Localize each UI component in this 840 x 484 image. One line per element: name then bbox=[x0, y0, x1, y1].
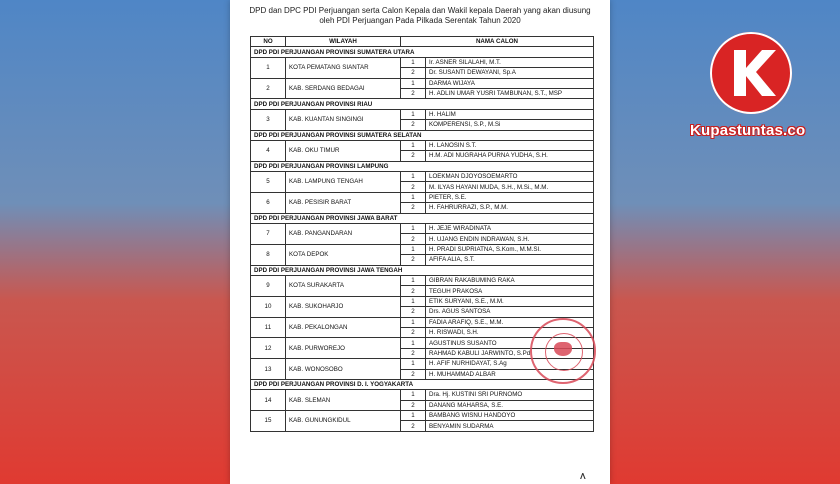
signature-mark: 𝚲 bbox=[580, 472, 586, 481]
candidate-name: LOEKMAN DJOYOSOEMARTO bbox=[426, 172, 594, 182]
candidate-index: 1 bbox=[401, 296, 426, 306]
row-number: 12 bbox=[251, 338, 286, 359]
candidate-index: 2 bbox=[401, 327, 426, 337]
table-row bbox=[251, 78, 594, 88]
province-title: DPD PDI PERJUANGAN PROVINSI JAWA BARAT bbox=[251, 213, 594, 223]
brand-name: Kupastuntas.co bbox=[690, 122, 806, 139]
candidate-index: 1 bbox=[401, 411, 426, 421]
table-row bbox=[251, 275, 594, 285]
row-number: 4 bbox=[251, 140, 286, 161]
table-row bbox=[251, 57, 594, 67]
province-row bbox=[251, 213, 594, 223]
candidate-index: 2 bbox=[401, 400, 426, 410]
row-number: 6 bbox=[251, 192, 286, 213]
row-number: 11 bbox=[251, 317, 286, 338]
candidate-index: 1 bbox=[401, 359, 426, 369]
bull-icon bbox=[554, 342, 572, 356]
row-number: 1 bbox=[251, 57, 286, 78]
candidate-name: H. FAHRURRAZI, S.P., M.M. bbox=[426, 203, 594, 213]
table-row bbox=[251, 296, 594, 306]
candidate-index: 2 bbox=[401, 255, 426, 265]
wilayah-cell: KAB. GUNUNGKIDUL bbox=[286, 411, 401, 432]
candidate-name: H. UJANG ENDIN INDRAWAN, S.H. bbox=[426, 234, 594, 244]
table-row bbox=[251, 140, 594, 150]
title-line-2: oleh PDI Perjuangan Pada Pilkada Serentak Tahun 2020 bbox=[319, 16, 521, 25]
candidate-name: AGUSTINUS SUSANTO bbox=[426, 338, 594, 348]
candidate-index: 2 bbox=[401, 234, 426, 244]
table-header-row bbox=[251, 37, 594, 47]
candidate-index: 1 bbox=[401, 244, 426, 254]
row-number: 10 bbox=[251, 296, 286, 317]
province-title: DPD PDI PERJUANGAN PROVINSI JAWA TENGAH bbox=[251, 265, 594, 275]
wilayah-cell: KAB. WONOSOBO bbox=[286, 359, 401, 380]
candidate-index: 2 bbox=[401, 120, 426, 130]
wilayah-cell: KAB. SERDANG BEDAGAI bbox=[286, 78, 401, 99]
candidate-name: H. MUHAMMAD ALBAR bbox=[426, 369, 594, 379]
candidate-name: PIETER, S.E. bbox=[426, 192, 594, 202]
candidate-name: FADIA ARAFIQ, S.E., M.M. bbox=[426, 317, 594, 327]
candidate-index: 1 bbox=[401, 140, 426, 150]
table-row bbox=[251, 109, 594, 119]
candidate-index: 1 bbox=[401, 224, 426, 234]
row-number: 3 bbox=[251, 109, 286, 130]
province-title: DPD PDI PERJUANGAN PROVINSI SUMATERA SELATAN bbox=[251, 130, 594, 140]
wilayah-cell: KOTA DEPOK bbox=[286, 244, 401, 265]
candidate-name: H. AFIF NURHIDAYAT, S.Ag bbox=[426, 359, 594, 369]
candidate-index: 2 bbox=[401, 203, 426, 213]
table-row bbox=[251, 390, 594, 400]
header-no: NO bbox=[251, 37, 286, 47]
row-number: 13 bbox=[251, 359, 286, 380]
candidate-name: KOMPERENSI, S.P., M.Si bbox=[426, 120, 594, 130]
candidate-index: 2 bbox=[401, 348, 426, 358]
wilayah-cell: KAB. SUKOHARJO bbox=[286, 296, 401, 317]
wilayah-cell: KAB. SLEMAN bbox=[286, 390, 401, 411]
candidate-index: 1 bbox=[401, 192, 426, 202]
table-row bbox=[251, 411, 594, 421]
candidate-name: RAHMAD KABULI JARWINTO, S.Pd bbox=[426, 348, 594, 358]
province-title: DPD PDI PERJUANGAN PROVINSI D. I. YOGYAKARTA bbox=[251, 379, 594, 389]
wilayah-cell: KOTA PEMATANG SIANTAR bbox=[286, 57, 401, 78]
candidate-name: BENYAMIN SUDARMA bbox=[426, 421, 594, 431]
candidate-name: H. JEJE WIRADINATA bbox=[426, 224, 594, 234]
kupastuntas-logo-icon bbox=[710, 32, 792, 114]
row-number: 7 bbox=[251, 224, 286, 245]
row-number: 2 bbox=[251, 78, 286, 99]
candidate-name: TEGUH PRAKOSA bbox=[426, 286, 594, 296]
candidate-name: Drs. AGUS SANTOSA bbox=[426, 307, 594, 317]
candidate-name: M. ILYAS HAYANI MUDA, S.H., M.Si., M.M. bbox=[426, 182, 594, 192]
candidate-name: H.M. ADI NUGRAHA PURNA YUDHA, S.H. bbox=[426, 151, 594, 161]
wilayah-cell: KAB. LAMPUNG TENGAH bbox=[286, 172, 401, 193]
wilayah-cell: KAB. KUANTAN SINGINGI bbox=[286, 109, 401, 130]
candidate-index: 2 bbox=[401, 421, 426, 431]
table-row bbox=[251, 172, 594, 182]
province-row bbox=[251, 99, 594, 109]
party-stamp bbox=[530, 318, 596, 384]
header-wilayah: WILAYAH bbox=[286, 37, 401, 47]
province-row bbox=[251, 47, 594, 57]
candidate-index: 1 bbox=[401, 78, 426, 88]
wilayah-cell: KAB. PANGANDARAN bbox=[286, 224, 401, 245]
candidate-index: 1 bbox=[401, 275, 426, 285]
province-title: DPD PDI PERJUANGAN PROVINSI RIAU bbox=[251, 99, 594, 109]
candidate-name: BAMBANG WISNU HANDOYO bbox=[426, 411, 594, 421]
candidate-index: 2 bbox=[401, 369, 426, 379]
wilayah-cell: KAB. OKU TIMUR bbox=[286, 140, 401, 161]
candidate-name: H. RISWADI, S.H. bbox=[426, 327, 594, 337]
candidate-name: Ir. ASNER SILALAHI, M.T. bbox=[426, 57, 594, 67]
candidate-name: AFIFA ALIA, S.T. bbox=[426, 255, 594, 265]
document-title bbox=[230, 6, 610, 26]
candidate-index: 1 bbox=[401, 338, 426, 348]
table-row bbox=[251, 224, 594, 234]
candidate-index: 1 bbox=[401, 317, 426, 327]
candidate-index: 2 bbox=[401, 182, 426, 192]
row-number: 15 bbox=[251, 411, 286, 432]
candidate-index: 1 bbox=[401, 109, 426, 119]
candidate-name: H. PRADI SUPRIATNA, S.Kom., M.M.SI. bbox=[426, 244, 594, 254]
candidate-name: H. LANOSIN S.T. bbox=[426, 140, 594, 150]
row-number: 5 bbox=[251, 172, 286, 193]
province-row bbox=[251, 130, 594, 140]
candidate-name: ETIK SURYANI, S.E., M.M. bbox=[426, 296, 594, 306]
candidate-name: DARMA WIJAYA bbox=[426, 78, 594, 88]
title-line-1: DPD dan DPC PDI Perjuangan serta Calon Kepala dan Wakil kepala Daerah yang akan diusung bbox=[249, 6, 591, 15]
row-number: 8 bbox=[251, 244, 286, 265]
row-number: 14 bbox=[251, 390, 286, 411]
province-row bbox=[251, 161, 594, 171]
province-row bbox=[251, 265, 594, 275]
province-row bbox=[251, 379, 594, 389]
candidate-index: 2 bbox=[401, 88, 426, 98]
candidate-index: 2 bbox=[401, 307, 426, 317]
wilayah-cell: KAB. PEKALONGAN bbox=[286, 317, 401, 338]
candidate-index: 1 bbox=[401, 390, 426, 400]
candidate-name: GIBRAN RAKABUMING RAKA bbox=[426, 275, 594, 285]
candidate-index: 2 bbox=[401, 151, 426, 161]
wilayah-cell: KAB. PURWOREJO bbox=[286, 338, 401, 359]
candidate-name: H. ADLIN UMAR YUSRI TAMBUNAN, S.T., MSP bbox=[426, 88, 594, 98]
candidate-name: Dra. Hj. KUSTINI SRI PURNOMO bbox=[426, 390, 594, 400]
province-title: DPD PDI PERJUANGAN PROVINSI SUMATERA UTARA bbox=[251, 47, 594, 57]
candidate-name: DANANG MAHARSA, S.E. bbox=[426, 400, 594, 410]
table-row bbox=[251, 244, 594, 254]
province-title: DPD PDI PERJUANGAN PROVINSI LAMPUNG bbox=[251, 161, 594, 171]
header-nama-calon: NAMA CALON bbox=[401, 37, 594, 47]
wilayah-cell: KAB. PESISIR BARAT bbox=[286, 192, 401, 213]
candidate-name: H. HALIM bbox=[426, 109, 594, 119]
wilayah-cell: KOTA SURAKARTA bbox=[286, 275, 401, 296]
candidate-index: 2 bbox=[401, 68, 426, 78]
candidate-index: 1 bbox=[401, 57, 426, 67]
candidate-index: 1 bbox=[401, 172, 426, 182]
document-page bbox=[230, 0, 610, 484]
table-row bbox=[251, 192, 594, 202]
candidate-index: 2 bbox=[401, 286, 426, 296]
row-number: 9 bbox=[251, 275, 286, 296]
candidate-name: Dr. SUSANTI DEWAYANI, Sp.A bbox=[426, 68, 594, 78]
